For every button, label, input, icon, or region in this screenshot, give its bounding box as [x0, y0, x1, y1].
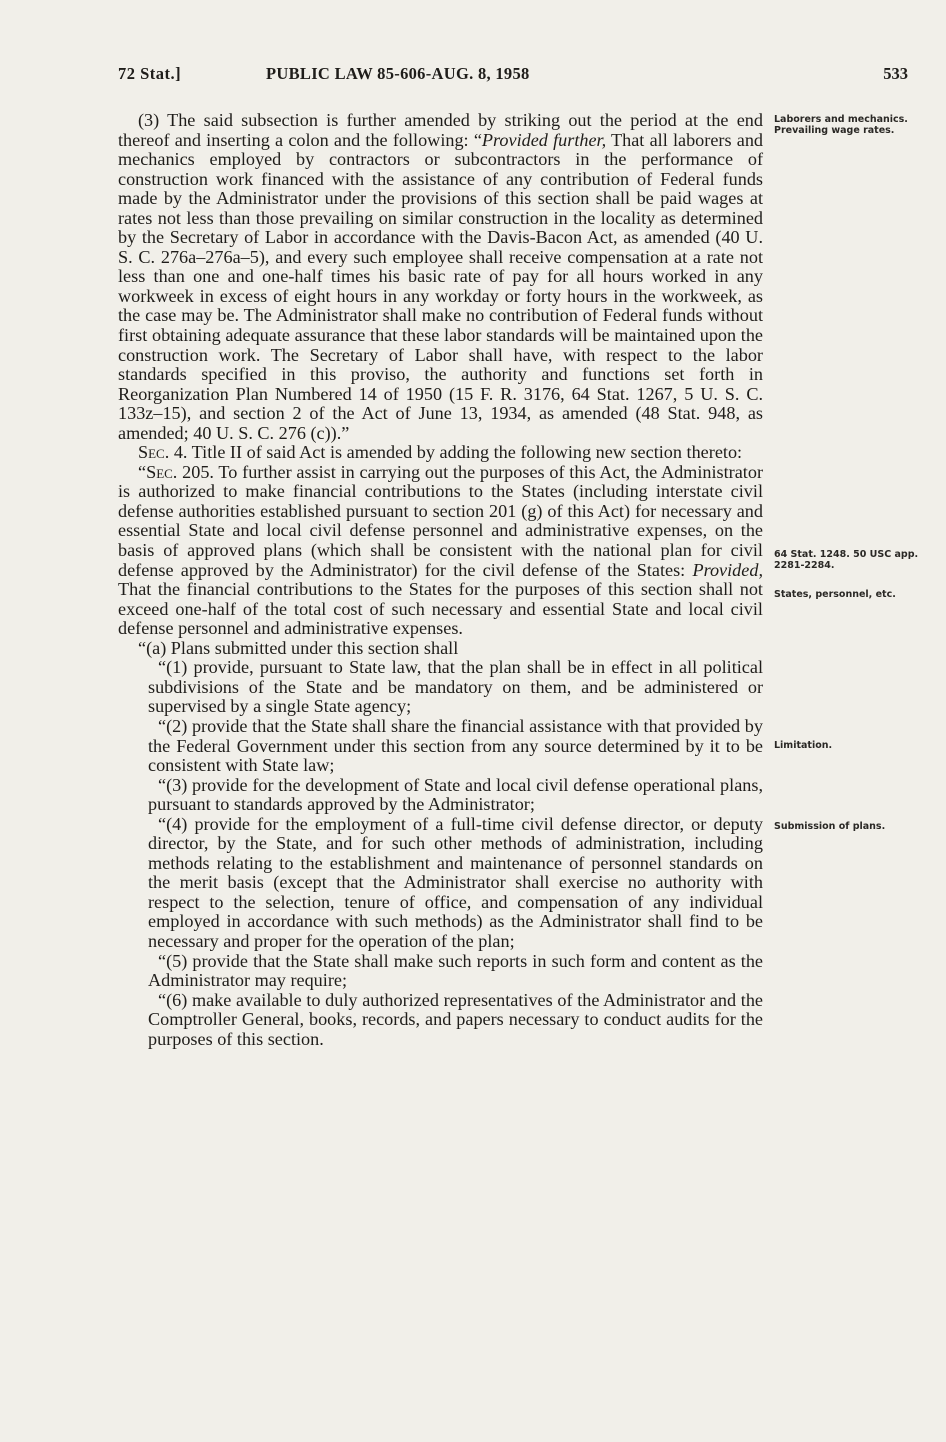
list-item-4: “(4) provide for the employment of a full-time civil defense director, or deputy director, by the State, and for such other methods of administration, including methods relating to the establishment and maintenance of personnel standards on the merit basis (except that the Administrator shall exercise no authority with respect to the selection, tenure of office, and compensation of any individual employed in accordance with such methods) as the Administrator shall find to be necessary and proper for the operation of the plan; — [148, 813, 763, 951]
margin-note-states-personnel: States, personnel, etc. — [774, 589, 896, 600]
section-4-label: Sec. 4. — [138, 442, 188, 463]
italic-provided: Provided, — [692, 559, 763, 580]
list-item-6: “(6) make available to duly authorized representatives of the Administrator and the Comptroller General, books, records, and papers necessary to conduct audits for the purposes of this section. — [148, 989, 763, 1049]
subsection-a-intro: “(a) Plans submitted under this section shall — [138, 637, 459, 658]
margin-note-laborers: Laborers and mechanics. Prevailing wage rates. — [774, 114, 908, 136]
section-205-label: “Sec. 205. — [138, 461, 214, 482]
margin-note-limitation: Limitation. — [774, 740, 833, 751]
section-4: Sec. 4. Title II of said Act is amended by adding the following new section thereto: — [138, 442, 743, 463]
list-item-1: “(1) provide, pursuant to State law, that the plan shall be in effect in all political subdivisions of the State and be mandatory on them, and be administered or supervised by a single State agency; — [148, 657, 763, 717]
italic-provided-further: Provided further, — [481, 129, 607, 150]
list-item-2: “(2) provide that the State shall share the financial assistance with that provided by the Federal Government under this section from any source determined by it to be consistent with State law; — [148, 715, 763, 776]
running-title: PUBLIC LAW 85-606-AUG. 8, 1958 — [266, 64, 530, 83]
paragraph-3: (3) The said subsection is further amended by striking out the period at the end thereof and inserting a colon and the following: “Provided further, That all laborers and mechanics employed by contractors or subcontractors in the performance of construction work financed with the assistance of any contribution of Federal funds made by the Administrator under the provisions of this section shall be paid wages at rates not less than those prevailing on similar construction in the locality as determined by the Secretary of Labor in accordance with the Davis-Bacon Act, as amended (40 U. S. C. 276a–276a–5), and every such employee shall receive compensation at a rate not less than one and one-half times his basic rate of pay for all hours worked in any workweek in excess of eight hours in any workday or forty hours in the workweek, as the case may be. The Administrator shall make no contribution of Federal funds without first obtaining adequate assurance that these labor standards will be maintained upon the construction work. The Secretary of Labor shall have, with respect to the labor standards specified in this proviso, the authority and functions set forth in Reorganization Plan Numbered 14 of 1950 (15 F. R. 3176, 64 Stat. 1267, 5 U. S. C. 133z–15), and section 2 of the Act of June 13, 1934, as amended (48 Stat. 948, as amended; 40 U. S. C. 276 (c)).” — [118, 110, 764, 443]
list-item-5: “(5) provide that the State shall make such reports in such form and content as the Administrator may require; — [148, 950, 763, 991]
section-205: “Sec. 205. To further assist in carrying out the purposes of this Act, the Administrator is authorized to make financial contributions to the States (including interstate civil defense authorities established pursuant to section 201 (g) of this Act) for necessary and essential State and local civil defense personnel and administrative expenses, on the basis of approved plans (which shall be consistent with the national plan for civil defense approved by the Administrator) for the civil defense of the States: Provided, That the financial contributions to the States for the purposes of this section shall not exceed one-half of the total cost of such necessary and essential State and local civil defense personnel and administrative expenses. — [118, 461, 763, 639]
volume-reference: 72 Stat.] — [118, 64, 182, 83]
margin-note-stat-reference: 64 Stat. 1248. 50 USC app. 2281-2284. — [774, 549, 919, 571]
page-number: 533 — [883, 64, 908, 83]
list-item-3: “(3) provide for the development of State and local civil defense operational plans, pursuant to standards approved by the Administrator; — [148, 774, 763, 815]
margin-note-submission-of-plans: Submission of plans. — [774, 821, 886, 832]
